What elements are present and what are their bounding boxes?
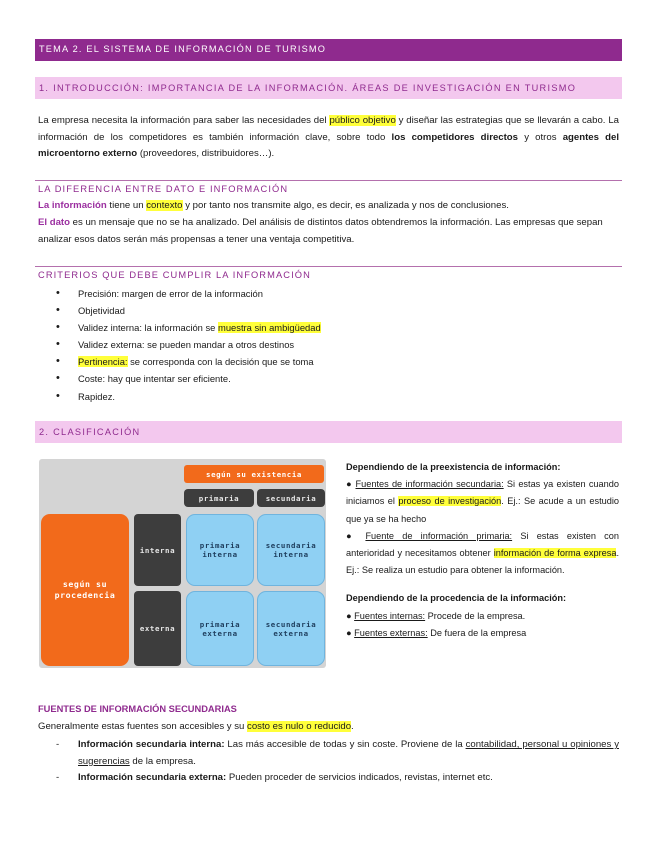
text-a: De fuera de la empresa	[427, 627, 527, 638]
diff-heading: LA DIFERENCIA ENTRE DATO E INFORMACIÓN	[38, 184, 289, 194]
criteria-text: Objetividad	[78, 305, 125, 317]
term-informacion: La información	[38, 200, 107, 211]
bullet-internas	[346, 608, 619, 625]
label-secundaria: secundaria	[257, 489, 325, 507]
secondary-internal-item	[78, 737, 619, 770]
section2-heading: 2. CLASIFICACIÓN	[39, 427, 141, 437]
term-externas: Fuentes externas:	[354, 627, 428, 638]
criteria-text: Rapidez.	[78, 390, 116, 402]
highlight-contexto: contexto	[146, 200, 183, 211]
intro-text-b: y diseñar las estrategias que se llevarán a cabo. La información de los competidores es también información clave, sobre todo	[38, 115, 619, 143]
criteria-text: se corresponda con la decisión que se toma	[127, 356, 314, 368]
info-definition	[38, 198, 619, 215]
bold-competidores: los competidores directos	[391, 131, 519, 143]
intro-text-a: La empresa necesita la información para saber las necesidades del	[38, 115, 330, 126]
secondary-heading: FUENTES DE INFORMACIÓN SECUNDARIAS	[38, 704, 237, 714]
intro-text-d: (proveedores, distribuidores…).	[137, 148, 275, 159]
label-primaria: primaria	[184, 489, 254, 507]
title-bar	[35, 39, 622, 61]
list-item	[78, 353, 618, 370]
bullet-secundaria	[346, 476, 619, 528]
term-dato: El dato	[38, 217, 70, 228]
classification-diagram	[39, 459, 326, 668]
list-item	[78, 285, 618, 302]
dato-definition	[38, 215, 619, 248]
text-b: de la empresa.	[129, 755, 196, 767]
classification-text	[346, 459, 619, 642]
secondary-intro	[38, 719, 619, 736]
term-externa: Información secundaria externa:	[78, 772, 227, 783]
highlight-forma-expresa: información de forma expresa	[493, 548, 617, 559]
preexistence-heading: Dependiendo de la preexistencia de información:	[346, 462, 561, 472]
highlight-ambiguedad: muestra sin ambigüedad	[218, 322, 321, 334]
text-a: Las más accesible de todas y sin coste. Proviene de la	[224, 739, 466, 750]
cell-primaria-externa: primaria externa	[186, 591, 254, 666]
info-text-a: tiene un	[106, 200, 147, 211]
intro-paragraph	[38, 113, 619, 163]
bullet-glyph: ●	[346, 530, 358, 541]
procedence-heading: Dependiendo de la procedencia de la información:	[346, 593, 567, 604]
highlight-costo: costo es nulo o reducido	[247, 721, 352, 732]
cell-secundaria-externa: secundaria externa	[257, 591, 325, 666]
section1-heading: 1. INTRODUCCIÓN: IMPORTANCIA DE LA INFORMACIÓN. ÁREAS DE INVESTIGACIÓN EN TURISMO	[39, 83, 577, 93]
bold-agentes: agentes del microentorno externo	[38, 131, 620, 159]
term-primaria: Fuente de información primaria:	[365, 530, 513, 541]
criteria-text: Coste: hay que intentar ser eficiente.	[78, 373, 231, 385]
term-internas: Fuentes internas:	[354, 610, 426, 621]
intro-text-a: Generalmente estas fuentes son accesibles y su	[38, 721, 248, 732]
list-item	[78, 388, 618, 405]
section2-header	[35, 421, 622, 443]
label-externa: externa	[134, 591, 181, 666]
label-segun-existencia: según su existencia	[184, 465, 324, 483]
text-a: Si estas existen con anterioridad y necesitamos obtener	[346, 530, 619, 559]
list-item	[78, 336, 618, 353]
intro-text-c: y otros	[518, 131, 563, 143]
criteria-list	[78, 285, 618, 405]
text-a: Si estas ya existen cuando iniciamos el	[346, 479, 619, 507]
bullet-glyph: ●	[346, 610, 352, 621]
label-segun-procedencia: según su procedencia	[41, 514, 129, 666]
criteria-text: Precisión: margen de error de la información	[78, 288, 263, 299]
divider	[35, 180, 622, 181]
info-text-b: y por tanto nos transmite algo, es decir, es analizada y nos de conclusiones.	[182, 200, 509, 211]
list-item	[78, 319, 618, 336]
criteria-text: Validez externa: se pueden mandar a otros destinos	[78, 339, 295, 351]
text-b: . Ej.: Se realiza un estudio para obtener la información.	[346, 548, 619, 576]
section1-header	[35, 77, 622, 99]
cell-primaria-interna: primaria interna	[186, 514, 254, 586]
criteria-heading: CRITERIOS QUE DEBE CUMPLIR LA INFORMACIÓN	[38, 270, 311, 280]
label-interna: interna	[134, 514, 181, 586]
cell-secundaria-interna: secundaria interna	[257, 514, 325, 586]
list-item	[78, 370, 618, 387]
bullet-primaria	[346, 528, 619, 580]
bullet-glyph: ●	[346, 479, 353, 490]
highlight-pertinencia: Pertinencia:	[78, 356, 128, 368]
criteria-text: Validez interna: la información se	[78, 322, 219, 334]
term-interna: Información secundaria interna:	[78, 739, 225, 750]
document-title: TEMA 2. EL SISTEMA DE INFORMACIÓN DE TURISMO	[39, 44, 327, 54]
list-item	[78, 302, 618, 319]
highlight-publico-objetivo: público objetivo	[329, 115, 396, 126]
text-a: Pueden proceder de servicios indicados, revistas, internet etc.	[226, 772, 493, 783]
text-a: Procede de la empresa.	[425, 610, 526, 621]
underlined-sources: contabilidad, personal u opiniones y sugerencias	[78, 739, 619, 767]
highlight-proceso: proceso de investigación	[398, 496, 502, 507]
term-secundaria: Fuentes de información secundaria:	[355, 479, 504, 490]
text-b: . Ej.: Se acude a un estudio que ya se ha hecho	[346, 496, 619, 524]
intro-text-b: .	[351, 721, 354, 732]
dato-text: es un mensaje que no se ha analizado. Del análisis de distintos datos obtendremos la información. Las empresas que sepan analizar esos datos serán más propensas a tener una ventaja competitiva.	[38, 217, 603, 245]
bullet-glyph: ●	[346, 627, 352, 638]
bullet-externas	[346, 625, 619, 642]
divider	[35, 266, 622, 267]
secondary-external-item	[78, 770, 619, 787]
